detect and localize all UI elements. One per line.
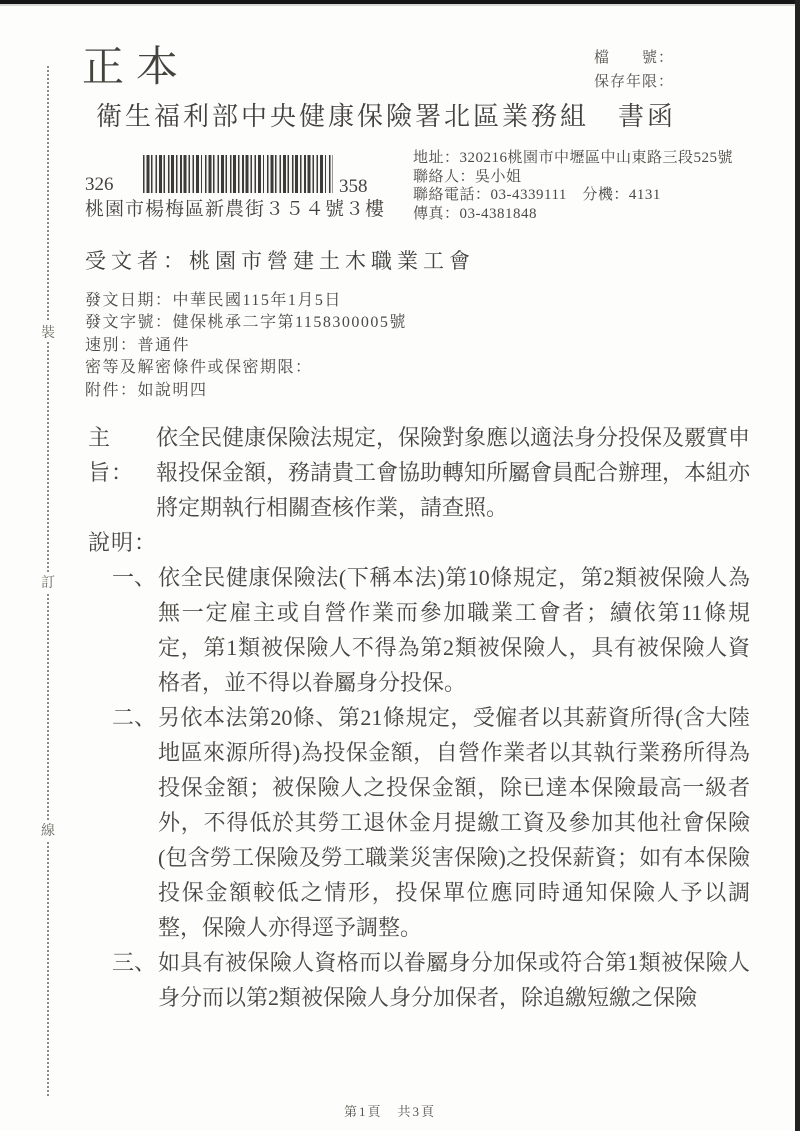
contact-person: 聯絡人：吳小姐: [413, 168, 522, 185]
binding-mark-ding: 訂: [39, 572, 57, 592]
subject-label: 主旨：: [88, 425, 135, 485]
meta-speed-class: 速別：普通件: [85, 336, 191, 354]
item-text: 依全民健康保險法(下稱本法)第10條規定，第2類被保險人為無一定雇主或自營作業而參加職業工會者；續依第11條規定，第1類被保險人不得為第2類被保險人，具有被保險人資格者，並不得以眷屬身分投保。: [158, 565, 750, 695]
document-title: 衛生福利部中央健康保險署北區業務組 書函: [95, 102, 676, 131]
binding-mark-xian: 線: [39, 820, 57, 840]
page-number-footer: 第1頁 共3頁: [343, 1104, 436, 1119]
file-info-block: [594, 46, 674, 94]
document-meta-block: [85, 290, 407, 402]
copy-stamp: 正本: [82, 45, 191, 91]
explanation-item-2: [88, 700, 750, 945]
recipient-mail-address: 桃園市楊梅區新農街３５４號３樓: [85, 199, 386, 220]
item-text: 如具有被保險人資格而以眷屬身分加保或符合第1類被保險人身分而以第2類被保險人身分加保者，除追繳短繳之保險: [158, 950, 750, 1010]
zip-code-to: 358: [339, 176, 368, 197]
scan-edge-top-shadow: [0, 4, 800, 6]
agency-address: 地址：320216桃園市中壢區中山東路三段525號: [413, 150, 734, 166]
retention-period-label: 保存年限：: [594, 74, 675, 90]
meta-attachment: 附件：如說明四: [85, 381, 208, 399]
explanation-item-1: [88, 560, 750, 700]
meta-security-class: 密等及解密條件或保密期限：: [85, 359, 313, 377]
contact-phone: 聯絡電話：03-4339111 分機：4131: [413, 187, 661, 204]
zip-code-from: 326: [85, 174, 114, 195]
item-number: 三、: [112, 950, 157, 975]
item-number: 一、: [112, 565, 157, 590]
explanation-item-3: [88, 945, 750, 1015]
item-number: 二、: [112, 705, 157, 730]
file-number-label: 檔 號：: [594, 50, 675, 66]
meta-doc-number: 發文字號：健保桃承二字第1158300005號: [85, 314, 407, 332]
letter-body: [88, 420, 750, 1015]
item-text: 另依本法第20條、第21條規定，受僱者以其薪資所得(含大陸地區來源所得)為投保金額，自營作業者以其執行業務所得為投保金額；被保險人之投保金額，除已達本保險最高一級者外，不得低於其勞工退休金月提繳工資及參加其他社會保險(包含勞工保險及勞工職業災害保險)之投保薪資；如有本保險投保金額較低之情形，投保單位應同時通知保險人予以調整，保險人亦得逕予調整。: [158, 705, 750, 940]
subject-text: 依全民健康保險法規定，保險對象應以適法身分投保及覈實申報投保金額，務請貴工會協助轉知所屬會員配合辦理，本組亦將定期執行相關查核作業，請查照。: [156, 425, 751, 520]
explanation-heading: 說明：: [88, 530, 158, 555]
binding-mark-zhuang: 裝: [39, 322, 57, 342]
barcode: [143, 155, 333, 193]
recipient-line: 受文者：桃園市營建土木職業工會: [85, 249, 475, 273]
meta-issue-date: 發文日期：中華民國115年1月5日: [85, 292, 342, 309]
subject-paragraph: [88, 420, 750, 525]
contact-fax: 傳真：03-4381848: [413, 205, 537, 222]
agency-contact-block: [413, 149, 733, 223]
scan-edge-right: [795, 0, 800, 1131]
